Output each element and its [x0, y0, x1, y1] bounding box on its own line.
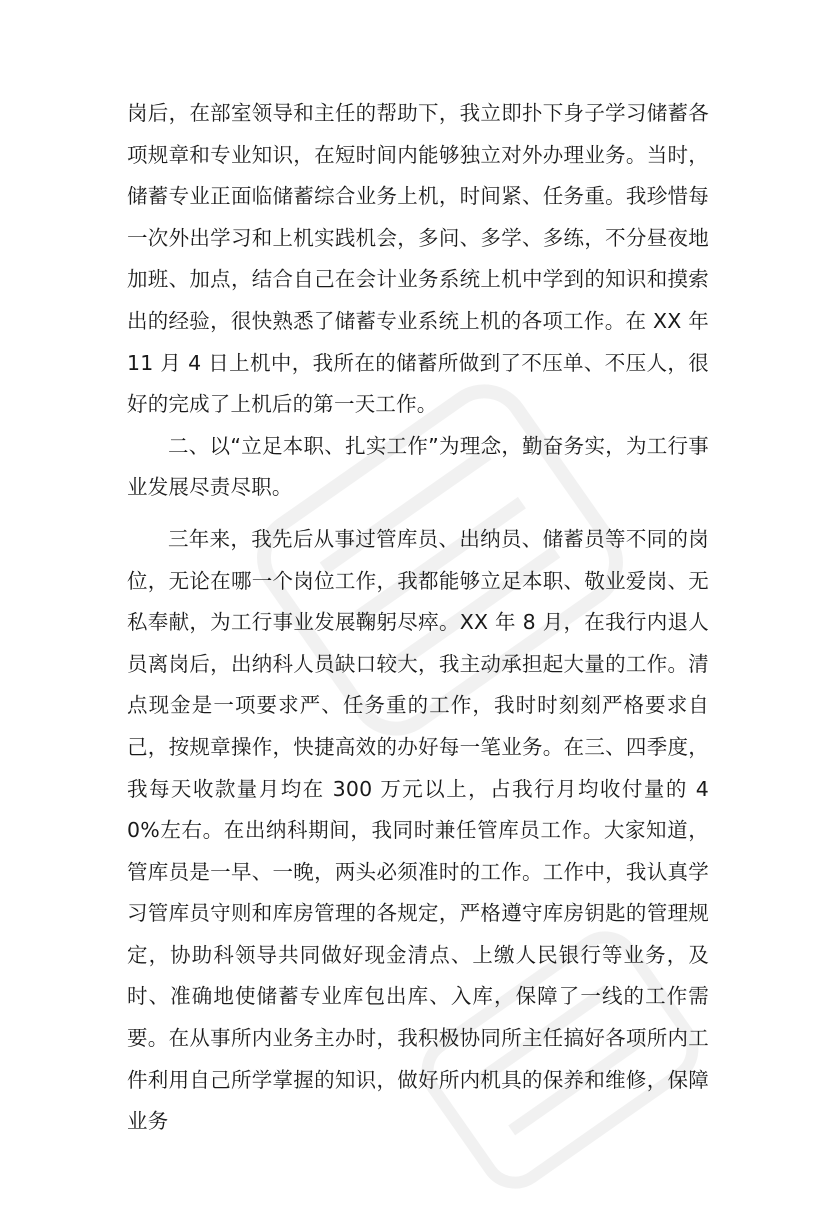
section-heading-2: 二、以“立足本职、扎实工作”为理念，勤奋务实，为工行事业发展尽责尽职。 [127, 433, 709, 500]
paragraph-continuation: 岗后，在部室领导和主任的帮助下，我立即扑下身子学习储蓄各项规章和专业知识，在短时间内能够独立对外办理业务。当时，储蓄专业正面临储蓄综合业务上机，时间紧、任务重。我珍惜每一次外出学习和上机实践机会，多问、多学、多练，不分昼夜地加班、加点，结合自己在会计业务系统上机中学到的知识和摸索出的经验，很快熟悉了储蓄专业系统上机的各项工作。在 XX 年 11 月 4 日上机中，我所在的储蓄所做到了不压单、不压人，很好的完成了上机后的第一天工作。 [127, 101, 709, 417]
paragraph-body: 三年来，我先后从事过管库员、出纳员、储蓄员等不同的岗位，无论在哪一个岗位工作，我都能够立足本职、敬业爱岗、无私奉献，为工行事业发展鞠躬尽瘁。XX 年 8 月，在我行内退人员离岗后，出纳科人员缺口较大，我主动承担起大量的工作。清点现金是一项要求严、任务重的工作，我时时刻刻严格要求自己，按规章操作，快捷高效的办好每一笔业务。在三、四季度，我每天收款量月均在 300 万元以上，占我行月均收付量的 40%左右。在出纳科期间，我同时兼任管库员工作。大家知道，管库员是一早、一晚，两头必须准时的工作。工作中，我认真学习管库员守则和库房管理的各规定，严格遵守库房钥匙的管理规定，协助科领导共同做好现金清点、上缴人民银行等业务，及时、准确地使储蓄专业库包出库、入库，保障了一线的工作需要。在从事所内业务主办时，我积极协同所主任搞好各项所内工件利用自己所学掌握的知识，做好所内机具的保养和维修，保障业务 [127, 526, 709, 1134]
document-body [127, 93, 709, 1143]
